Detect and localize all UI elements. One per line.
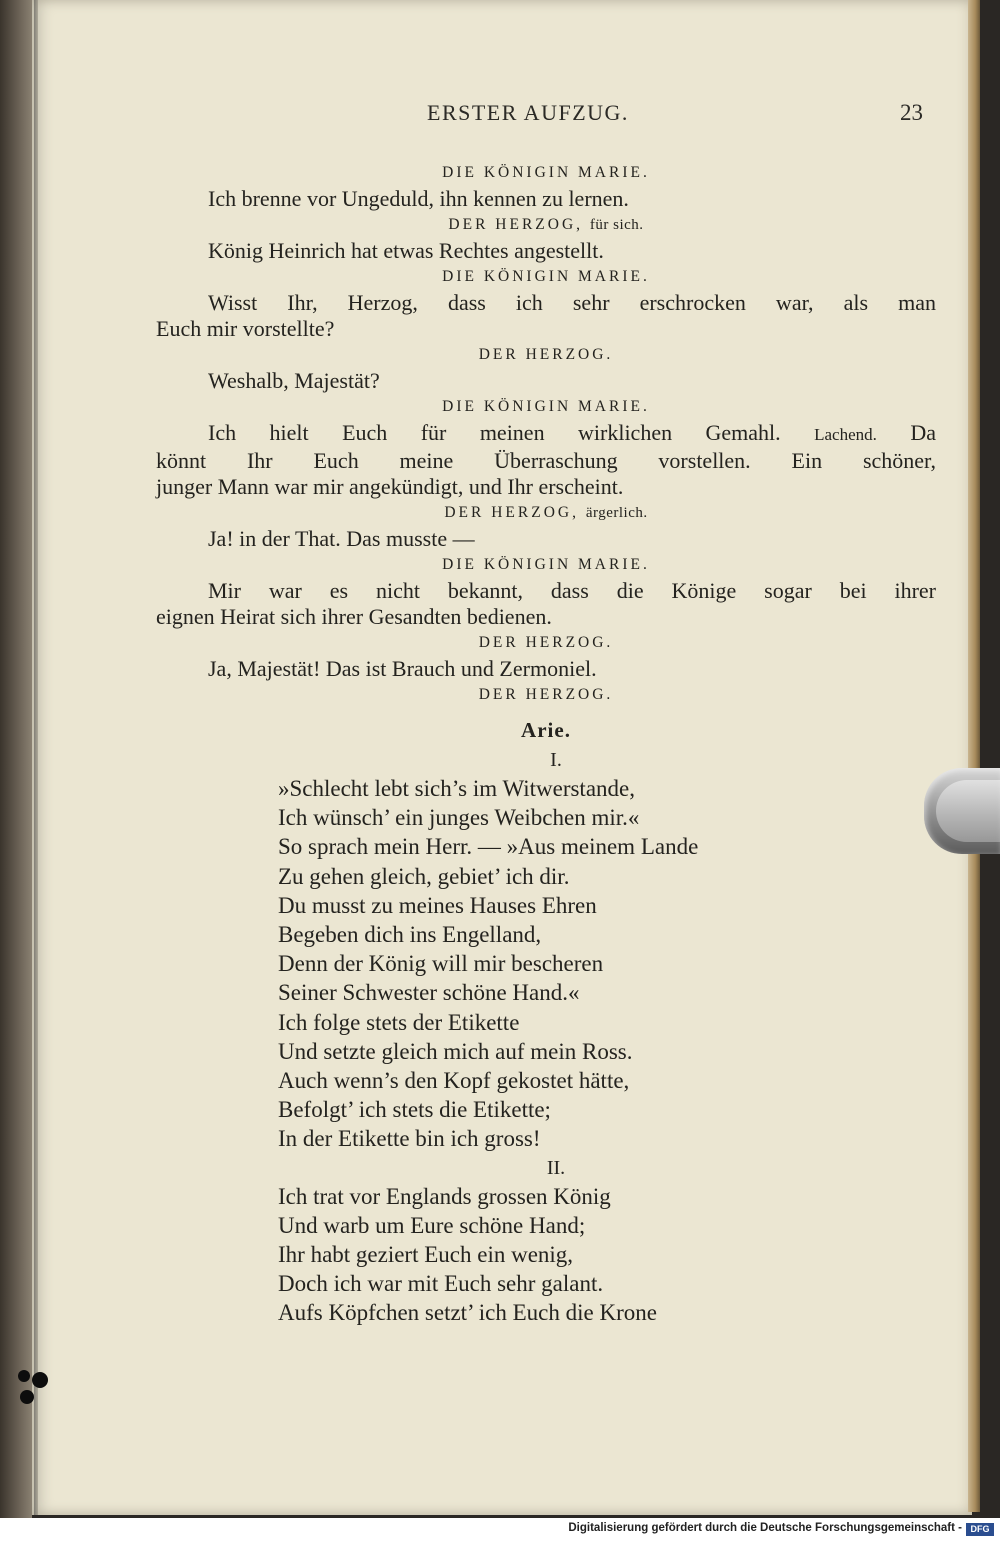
funding-credit: Digitalisierung gefördert durch die Deutsche Forschungsgemeinschaft -: [568, 1522, 962, 1534]
verse-line: Ich folge stets der Etikette: [278, 1009, 520, 1035]
dialogue-line: könnt Ihr Euch meine Überraschung vorstellen. Ein schöner,: [156, 448, 936, 473]
verse-line: Ihr habt geziert Euch ein wenig,: [278, 1242, 574, 1268]
page-edge: [968, 0, 980, 1512]
verse-line: Zu gehen gleich, gebiet’ ich dir.: [278, 863, 570, 889]
stage-direction: ärgerlich.: [585, 505, 648, 521]
verse-line: In der Etikette bin ich gross!: [278, 1126, 541, 1152]
speaker-heading: DER HERZOG, für sich.: [448, 216, 644, 233]
verse-line: Und setzte gleich mich auf mein Ross.: [278, 1038, 633, 1064]
speaker-heading: DER HERZOG.: [478, 634, 614, 651]
verse-line: »Schlecht lebt sich’s im Witwerstande,: [278, 776, 635, 801]
verse-line: Auch wenn’s den Kopf gekostet hätte,: [278, 1068, 630, 1094]
verse-line: Aufs Köpfchen setzt’ ich Euch die Krone: [278, 1300, 657, 1326]
speaker-heading: DIE KÖNIGIN MARIE.: [442, 398, 650, 415]
arie-title: Arie.: [521, 718, 571, 742]
gutter-shadow: [34, 0, 38, 1515]
dialogue-line: Mir war es nicht bekannt, dass die Könige sogar bei ihrer: [208, 578, 936, 603]
verse-line: Ich trat vor Englands grossen König: [278, 1183, 611, 1209]
binding-hole: [32, 1372, 48, 1388]
verse-line: Begeben dich ins Engelland,: [278, 922, 542, 948]
dialogue-line: Euch mir vorstellte?: [156, 316, 335, 341]
stage-direction: für sich.: [589, 217, 644, 233]
binding-hole: [18, 1370, 30, 1382]
speaker-heading: DIE KÖNIGIN MARIE.: [442, 268, 650, 285]
stanza-1: [156, 774, 936, 1154]
stanza-number: I.: [550, 749, 562, 771]
book-page: [32, 0, 972, 1515]
speaker-heading: DER HERZOG, ärgerlich.: [444, 504, 648, 521]
scanner-clip: [924, 768, 1000, 854]
speaker-heading: DER HERZOG.: [478, 686, 614, 703]
stanza-number: II.: [546, 1156, 566, 1179]
speaker-heading: DIE KÖNIGIN MARIE.: [442, 164, 650, 181]
verse-line: Seiner Schwester schöne Hand.«: [278, 980, 580, 1006]
verse-line: Du musst zu meines Hauses Ehren: [278, 892, 597, 918]
verse-line: Ich wünsch’ ein junges Weibchen mir.«: [278, 805, 640, 831]
dialogue-line: Ja, Majestät! Das ist Brauch und Zermoniel.: [208, 656, 597, 681]
verse-line: Doch ich war mit Euch sehr galant.: [278, 1271, 604, 1297]
dialogue-line: König Heinrich hat etwas Rechtes angestellt.: [208, 238, 604, 263]
scanner-clip-highlight: [936, 780, 1000, 842]
binding-hole: [20, 1390, 34, 1404]
stage-direction: Lachend.: [814, 425, 877, 444]
dialogue-line: Wisst Ihr, Herzog, dass ich sehr erschrocken war, als man: [208, 290, 936, 315]
binding-holes: [14, 1368, 50, 1414]
dfg-logo-icon: DFG: [966, 1523, 994, 1536]
verse-line: So sprach mein Herr. — »Aus meinem Lande: [278, 834, 699, 860]
verse-line: Und warb um Eure schöne Hand;: [278, 1212, 586, 1238]
page-number: 23: [900, 100, 923, 125]
dialogue-line: eignen Heirat sich ihrer Gesandten bedienen.: [156, 604, 552, 629]
text-body: [156, 160, 936, 1328]
dialogue-line: Ich hielt Euch für meinen wirklichen Gemahl. Lachend. Da: [208, 420, 937, 445]
speaker-heading: DIE KÖNIGIN MARIE.: [442, 556, 650, 573]
running-title: ERSTER AUFZUG.: [427, 100, 629, 125]
page-header: [32, 100, 972, 130]
speaker-heading: DER HERZOG.: [478, 346, 614, 363]
dialogue-line: Ich brenne vor Ungeduld, ihn kennen zu lernen.: [208, 186, 629, 211]
footer-bar: [0, 1518, 1000, 1541]
stanza-2: [156, 1182, 936, 1328]
dialogue-line: Ja! in der That. Das musste —: [208, 526, 475, 551]
verse-line: Denn der König will mir bescheren: [278, 951, 604, 977]
dialogue-line: junger Mann war mir angekündigt, und Ihr erscheint.: [156, 474, 624, 499]
book-cover-edge: [0, 0, 32, 1518]
verse-line: Befolgt’ ich stets die Etikette;: [278, 1097, 551, 1123]
dialogue-line: Weshalb, Majestät?: [208, 368, 380, 393]
